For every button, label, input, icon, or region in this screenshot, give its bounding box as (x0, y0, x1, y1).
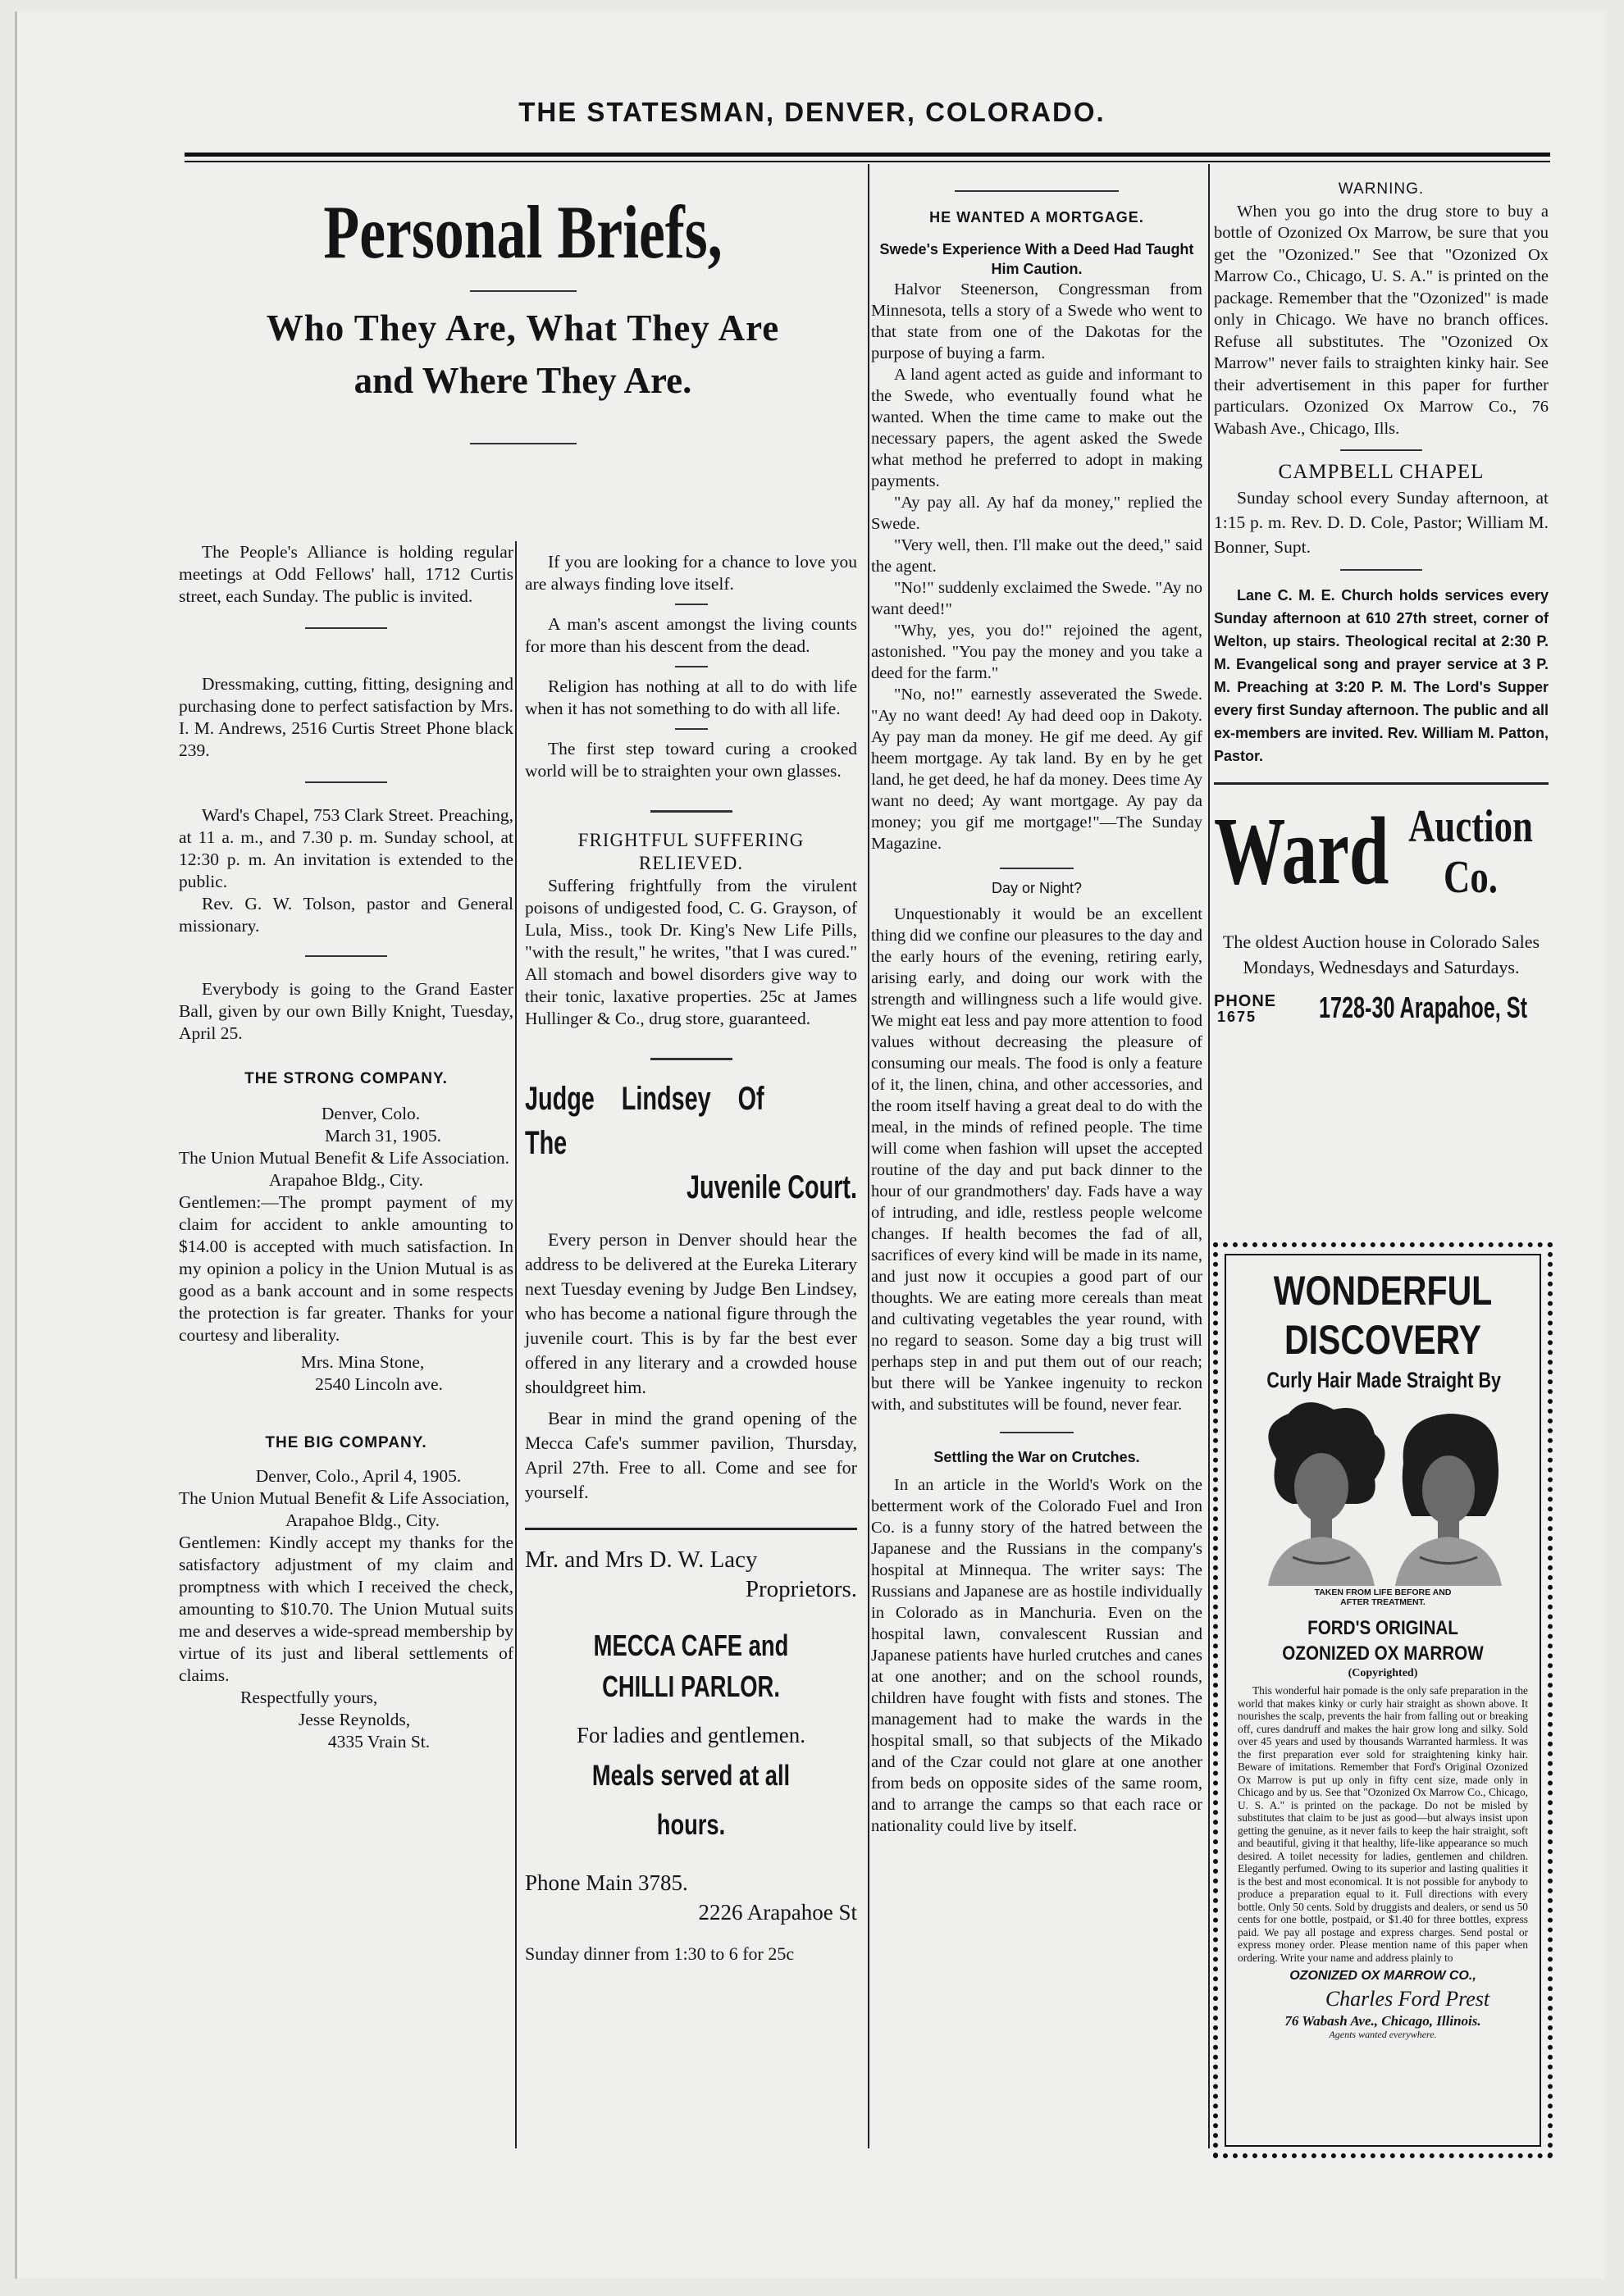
masthead-rule (185, 153, 1550, 157)
column-divider (1208, 164, 1210, 2148)
mortgage-paragraph: "Ay pay all. Ay haf da money," replied the Swede. (871, 494, 1202, 533)
letter-building: Arapahoe Bldg., City. (285, 1510, 440, 1530)
divider (1340, 569, 1422, 571)
ward-phone-number: 1675 (1217, 1009, 1257, 1025)
ad-copyright: (Copyrighted) (1348, 1667, 1418, 1679)
letter-address: 4335 Vrain St. (327, 1732, 431, 1752)
column-2 (525, 551, 857, 1966)
letter-signature: Mrs. Mina Stone, (300, 1352, 425, 1372)
war-crutches-heading: Settling the War on Crutches. (933, 1449, 1140, 1465)
ad-title-2: DISCOVERY (1284, 1317, 1481, 1363)
letter-closing: Respectfully yours, (240, 1688, 378, 1707)
lacy-name: Mr. and Mrs D. W. Lacy (525, 1547, 758, 1573)
ad-content (1238, 1265, 1528, 2040)
letter-body: Gentlemen: Kindly accept my thanks for the satisfactory adjustment of my claim and promptness with which I received the check, amounting to $10.70. The Union Mutual suits me and deserves a wide-spread membership by virtue of its just and liberal settlements of claims. (179, 1533, 513, 1685)
ward-phone-row (1214, 988, 1549, 1034)
divider (1000, 1432, 1074, 1433)
divider (305, 955, 387, 957)
ad-agents: Agents wanted everywhere. (1329, 2029, 1437, 2040)
portrait-after (1395, 1414, 1502, 1586)
ad-title-1: WONDERFUL (1273, 1268, 1493, 1314)
letter-recipient: The Union Mutual Benefit & Life Association. (179, 1148, 510, 1168)
ward-name: Ward (1214, 797, 1389, 904)
brief-2: A man's ascent amongst the living counts for more than his descent from the dead. (525, 614, 857, 656)
letter-recipient: The Union Mutual Benefit & Life Association, (179, 1488, 510, 1508)
divider (305, 781, 387, 783)
judge-heading-2: Juvenile Court. (686, 1169, 857, 1205)
ward-auction-ad (1214, 798, 1549, 929)
mortgage-paragraph: "No!" suddenly exclaimed the Swede. "Ay no want deed!" (871, 579, 1202, 618)
phone-line: Phone Main 3785. (525, 1870, 688, 1895)
portrait-before (1268, 1402, 1385, 1586)
mortgage-paragraph: "No, no!" earnestly asseverated the Swede. "Ay no want deed! Ay had deed oop in Dakoty. Ay pay man da money. He gif me deed. Ay gif heem mortgage. Ay tak land. By en by he get land, he get deed, he haf da money. Dees time Ay want no deed; Ay want mortgage. Ay pay da money; you gif me mortgage!"—The Sunday Magazine. (871, 686, 1202, 853)
letter-place: Denver, Colo. (321, 1104, 421, 1123)
mortgage-subheading: Swede's Experience With a Deed Had Taught Him Caution. (879, 241, 1194, 277)
meals-line: Meals served at all hours. (591, 1760, 791, 1841)
divider (1000, 868, 1074, 869)
ad-body: This wonderful hair pomade is the only safe preparation in the world that makes kinky or curly hair straight as shown above. It nourishes the scalp, prevents the hair from falling out or breaking off, cures dandruff and makes the hair grow long and silky. Sold over 45 years and used by thousands Warranted harmless. It was the first preparation ever sold for straightening kinky hair. Beware of imitations. Remember that Ford's Original Ozonized Ox Marrow is put up only in fifty cent size, made only in Chicago and by us. See that "Ozonized Ox Marrow Co., Chicago, U. S. A." is printed on the package. Do not be misled by substitutes that claim to be just as good—but always insist upon getting the genuine, as it never fails to keep the hair straight, soft and beautiful, giving it that healthy, life-like appearance so much desired. A toilet necessity for ladies, gentlemen and children. Elegantly perfumed. Owing to its superior and lasting qualities it is the best and most economical. It is not possible for anybody to produce a preparation equal to it. Full directions with every bottle. Only 50 cents. Sold by druggists and dealers, or send us 50 cents for one bottle, postpaid, or $1.40 for three bottles, express paid. We pay all postage and express charges. Send postal or express money order. Please mention name of this paper when ordering. Write your name and address plainly to (1238, 1684, 1528, 1964)
campbell-heading: CAMPBELL CHAPEL (1278, 461, 1485, 483)
brief-1: If you are looking for a chance to love you are always finding love itself. (525, 552, 857, 594)
letter-date: Denver, Colo., April 4, 1905. (255, 1466, 462, 1486)
column-divider (868, 164, 869, 2148)
big-company-heading: THE BIG COMPANY. (265, 1434, 427, 1451)
subheadline-2: and Where They Are. (354, 360, 692, 401)
before-after-portraits (1243, 1401, 1522, 1586)
lane-church-notice: Lane C. M. E. Church holds services every Sunday afternoon at 610 27th street, corner of Welton, up stairs. Theological recital at 2:30 P. M. Evangelical song and prayer service at 3 P. M. Preaching at 3:20 P. M. The Lord's Supper every first Sunday afternoon. The public and all ex-members are invited. Rev. William M. Patton, Pastor. (1214, 587, 1549, 764)
letter-date: March 31, 1905. (324, 1126, 442, 1146)
brief-3: Religion has nothing at all to do with life when it has not something to do with all life. (525, 676, 857, 718)
ladies-line: For ladies and gentlemen. (577, 1723, 805, 1747)
strong-company-heading: THE STRONG COMPANY. (244, 1070, 448, 1087)
letter-signature: Jesse Reynolds, (298, 1710, 411, 1729)
judge-heading-1: Judge Lindsey Of The (525, 1081, 764, 1161)
divider (675, 666, 708, 667)
divider (650, 810, 732, 813)
divider (1214, 782, 1549, 785)
ward-phone-label: PHONE (1214, 992, 1277, 1010)
warning-heading: WARNING. (1338, 180, 1425, 198)
judge-body: Every person in Denver should hear the address to be delivered at the Eureka Literary next Tuesday evening by Judge Ben Lindsey, who has become a national figure through the juvenile court. This is by far the best ever offered in any literary and a crowded house shouldgreet him. (525, 1229, 857, 1397)
divider (1340, 449, 1422, 451)
mortgage-heading: HE WANTED A MORTGAGE. (929, 209, 1144, 226)
mortgage-paragraph: A land agent acted as guide and informant to the Swede, who eventually found what he wanted. When the time came to make out the necessary papers, the agent asked the Swede what method he preferred to adopt in making payments. (871, 366, 1202, 490)
divider (955, 190, 1119, 192)
column-1 (179, 541, 513, 1753)
warning-body: When you go into the drug store to buy a bottle of Ozonized Ox Marrow, be sure that you get the "Ozonized." See that "Ozonized Ox Marrow Co., Chicago, U. S. A." is printed on the package. Remember that the "Ozonized" is made only in Chicago. We have no branch offices. Refuse all substitutes. The "Ozonized Ox Marrow" never fails to straighten kinky hair. See their advertisement in this paper for further particulars. Ozonized Ox Marrow Co., 76 Wabash Ave., Chicago, Ills. (1214, 202, 1549, 438)
divider (305, 627, 387, 629)
day-night-heading: Day or Night? (991, 880, 1083, 896)
brief-4: The first step toward curing a crooked world will be to straighten your own glasses. (525, 739, 857, 781)
tolson-notice: Rev. G. W. Tolson, pastor and General missionary. (179, 894, 513, 936)
ox-marrow-ad (1213, 1242, 1553, 2158)
frightful-body: Suffering frightfully from the virulent poisons of undigested food, C. G. Grayson, of Lula, Miss., took Dr. King's New Life Pills, "with the result," he writes, "that I was cured." All stomach and bowel disorders give way to their tonic, laxative properties. 25c at James Hullinger & Co., drug store, guaranteed. (525, 876, 857, 1028)
ward-auction-word: Auction (1408, 801, 1533, 852)
ad-product-name-1: FORD'S ORIGINAL (1307, 1617, 1458, 1639)
ward-description: The oldest Auction house in Colorado Sales Mondays, Wednesdays and Saturdays. (1222, 932, 1540, 977)
letter-address: 2540 Lincoln ave. (315, 1374, 443, 1394)
mecca-name: MECCA CAFE and CHILLI PARLOR. (593, 1629, 789, 1703)
ad-subtitle: Curly Hair Made Straight By (1266, 1368, 1502, 1392)
mortgage-paragraph: Halvor Steenerson, Congressman from Minnesota, tells a story of a Swede who went to that state from one of the Dakotas for the purpose of buying a farm. (871, 280, 1202, 362)
day-night-body: Unquestionably it would be an excellent thing did we confine our pleasures to the day and the early hours of the evening, retiring early, arising early, and doing our work with the strength and willingness such a life would give. We might eat less and pay more attention to food values without decreasing the pleasure of consuming our meals. The food is only a feature of it, the linen, china, and other accessories, and the room itself having a great deal to do with the meal, in the minds of refined people. The time will come when fashion will upset the accepted routine of the day and put back dinner to the hour of our grandmothers' day. Fads have a way of intruding, and idle, restless people welcome changes. If health becomes the fad of all, sacrifices of every kind will be made in its name, and just now it occupies a good part of our thoughts. We are eating more cereals than meat and cultivating vegetables the year round, with no regard to season. Some day a big trust will perhaps step in and put them out of our reach; but there will be Yankee ingenuity to reckon with, and substitutes will be found, never fear. (871, 905, 1202, 1414)
headline: Personal Briefs, (323, 190, 723, 274)
alliance-notice: The People's Alliance is holding regular meetings at Odd Fellows' hall, 1712 Curtis street, each Sunday. The public is invited. (179, 542, 513, 606)
dressmaking-notice: Dressmaking, cutting, fitting, designing and purchasing done to perfect satisfaction by Mrs. I. M. Andrews, 2516 Curtis Street Phone black 239. (179, 674, 513, 760)
column-divider (515, 541, 517, 2148)
ad-signature: Charles Ford Prest (1325, 1987, 1490, 2011)
letter-body: Gentlemen:—The prompt payment of my claim for accident to ankle amounting to $14.00 is accepted with much satisfaction. In my opinion a policy in the Union Mutual is as good as a bank account and in some respects the protection is far greater. Thanks for your courtesy and liberality. (179, 1192, 513, 1345)
masthead: THE STATESMAN, DENVER, COLORADO. (518, 97, 1106, 127)
divider (470, 290, 577, 292)
ad-address: 76 Wabash Ave., Chicago, Illinois. (1284, 2013, 1481, 2029)
headline-block (185, 187, 861, 444)
column-4 (1214, 179, 1549, 1034)
divider (470, 443, 577, 444)
divider (650, 1058, 732, 1060)
ad-caption: TAKEN FROM LIFE BEFORE AND AFTER TREATMENT. (1314, 1588, 1452, 1607)
divider (675, 728, 708, 730)
proprietors-label: Proprietors. (745, 1576, 857, 1602)
ward-co-word: Co. (1444, 852, 1498, 903)
ward-address: 1728-30 Arapahoe, St (1319, 991, 1527, 1024)
ad-company: OZONIZED OX MARROW CO., (1289, 1969, 1476, 1983)
subheadline-1: Who They Are, What They Are (266, 308, 780, 348)
mortgage-paragraph: "Very well, then. I'll make out the deed," said the agent. (871, 536, 1202, 576)
easter-ball-notice: Everybody is going to the Grand Easter Ball, given by our own Billy Knight, Tuesday, April 25. (179, 979, 513, 1043)
mortgage-paragraph: "Why, yes, you do!" rejoined the agent, astonished. "You pay the money and you take a deed for the farm." (871, 622, 1202, 682)
sunday-dinner-line: Sunday dinner from 1:30 to 6 for 25c (525, 1943, 795, 1964)
mecca-opening: Bear in mind the grand opening of the Mecca Cafe's summer pavilion, Thursday, April 27th. Free to all. Come and see for yourself. (525, 1408, 857, 1502)
column-3 (871, 190, 1202, 1837)
campbell-body: Sunday school every Sunday afternoon, at 1:15 p. m. Rev. D. D. Cole, Pastor; William M. Bonner, Supt. (1214, 488, 1549, 557)
address-line: 2226 Arapahoe St (698, 1900, 857, 1925)
divider (675, 604, 708, 605)
letter-building: Arapahoe Bldg., City. (269, 1170, 423, 1190)
ad-product-name-2: OZONIZED OX MARROW (1282, 1642, 1484, 1665)
frightful-heading: FRIGHTFUL SUFFERING RELIEVED. (577, 830, 805, 873)
masthead-rule-thin (185, 161, 1550, 162)
divider (525, 1528, 857, 1530)
war-crutches-body: In an article in the World's Work on the betterment work of the Colorado Fuel and Iron Co. is a funny story of the hatred between the Japanese and the Russians in the company's hospital at Minnequa. The writer says: The Russians and Japanese are as hostile individually in Colorado as in Manchuria. Even on the hospital lawn, convalescent Russian and Japanese patients have hurled crutches and canes at one another; and on the school rounds, children have fought with fists and stones. The management had to make the wards in the hospital small, so that subjects of the Mikado and of the Czar could not glare at one another from beds on opposite sides of the same room, and to arrange the camps so that each race or nationality could live by itself. (871, 1476, 1202, 1835)
wards-chapel-notice: Ward's Chapel, 753 Clark Street. Preaching, at 11 a. m., and 7.30 p. m. Sunday school, at 12:30 p. m. An invitation is extended to the public. (179, 805, 513, 891)
